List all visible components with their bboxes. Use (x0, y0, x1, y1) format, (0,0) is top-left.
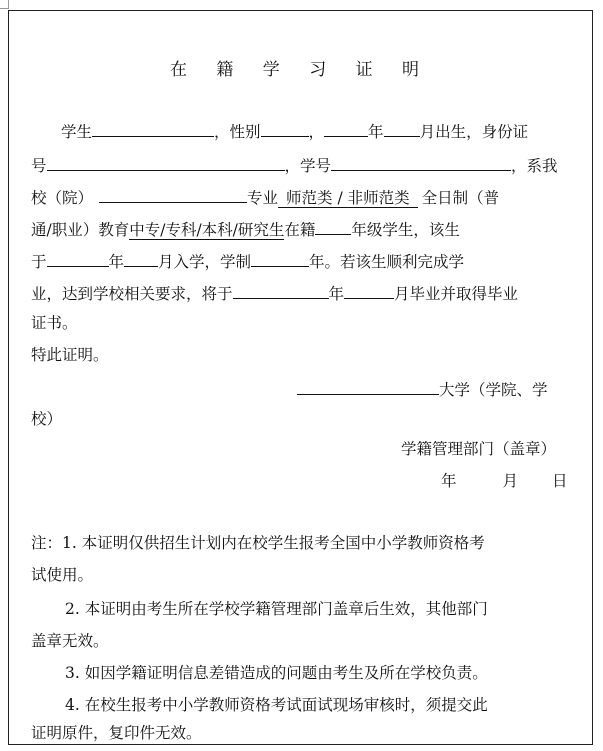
blank-gender[interactable] (261, 119, 309, 137)
blank-student-id[interactable] (331, 153, 511, 171)
label-at: 于 (31, 253, 47, 271)
blank-id-number[interactable] (47, 153, 285, 171)
label-gender: ，性别 (214, 123, 261, 141)
label-birth-id: 月出生，身份证 (419, 123, 529, 141)
label-complete: 年。若该生顺利完成学 (309, 253, 465, 271)
note-1-wrap (31, 565, 93, 585)
label-major: 专业 (247, 189, 279, 207)
certificate-frame (8, 10, 593, 745)
label-certificate: 证书。 (31, 314, 78, 332)
label-year: 年 (368, 123, 384, 141)
blank-school-name[interactable] (297, 377, 439, 395)
note-1-text-wrap: 试使用。 (31, 566, 94, 584)
label-student: 学生 (61, 123, 93, 141)
label-year: 年 (108, 253, 125, 271)
date-line (441, 469, 568, 491)
label-full-time: 全日制（普 (421, 189, 500, 207)
label-school-dept: 校（院） (31, 189, 94, 207)
note-4-text: 4. 在校生报考中小学教师资格考试面试现场审核时，须提交此 (65, 696, 488, 714)
note-1-text: 注：1. 本证明仅供招生计划内在校学生报考全国中小学教师资格考 (31, 534, 485, 552)
blank-duration[interactable] (251, 249, 309, 267)
date-day: 日 (552, 472, 568, 490)
blank-grad-year[interactable] (233, 281, 329, 299)
blank-grade[interactable] (315, 217, 351, 235)
label-comma: ， (308, 123, 325, 141)
blank-birth-month[interactable] (384, 119, 420, 137)
body-line-2 (31, 153, 558, 176)
note-2-wrap (31, 631, 109, 651)
corner-mark (0, 0, 9, 9)
blank-birth-year[interactable] (324, 119, 368, 137)
blank-major[interactable] (99, 185, 247, 203)
blank-entry-year[interactable] (47, 249, 109, 267)
label-grade-student: 年级学生，该生 (351, 221, 460, 239)
label-is-our: ，系我 (511, 157, 558, 175)
body-line-8 (31, 345, 109, 365)
note-4-wrap (31, 723, 202, 743)
body-line-3 (31, 185, 499, 208)
blank-grad-month[interactable] (344, 281, 394, 299)
blank-student-name[interactable] (92, 119, 214, 137)
note-2-text: 2. 本证明由考生所在学校学籍管理部门盖章后生效，其他部门 (65, 600, 488, 618)
body-line-7 (31, 313, 78, 333)
note-2 (65, 599, 488, 619)
normal-category-option[interactable]: 师范类 / 非师范类 (278, 189, 418, 208)
label-university: 大学（学院、学 (439, 381, 548, 399)
note-1 (31, 533, 485, 553)
date-year: 年 (441, 472, 457, 490)
note-3-text: 3. 如因学籍证明信息差错造成的问题由考生及所在学校负责。 (65, 664, 488, 682)
body-line-5 (31, 249, 464, 272)
blank-entry-month[interactable] (124, 249, 158, 267)
note-2-text-wrap: 盖章无效。 (31, 632, 109, 650)
note-4-text-wrap: 证明原件，复印件无效。 (31, 724, 202, 742)
body-line-6 (31, 281, 518, 304)
label-enrolled: 在籍 (284, 221, 316, 239)
note-3 (65, 663, 488, 683)
label-year: 年 (328, 285, 345, 303)
body-line-1 (61, 119, 528, 142)
body-line-4 (31, 217, 460, 240)
label-education: 通/职业）教育 (31, 221, 130, 239)
dept-stamp: 学籍管理部门（盖章） (401, 440, 557, 458)
hereby-certify: 特此证明。 (31, 346, 109, 364)
school-signature-line (297, 377, 548, 400)
date-month: 月 (502, 472, 519, 490)
school-wrap (31, 409, 62, 429)
education-level-option[interactable]: 中专/专科/本科/研究生 (129, 221, 285, 239)
label-entry-system: 月入学，学制 (158, 253, 252, 271)
label-student-id: ，学号 (284, 157, 332, 175)
label-number: 号 (31, 157, 47, 175)
certificate-title: 在 籍 学 习 证 明 (169, 60, 432, 80)
label-school-close: 校） (31, 410, 63, 428)
note-4 (65, 695, 488, 715)
label-graduate-on: 业，达到学校相关要求，将于 (31, 285, 233, 303)
label-graduate: 月毕业并取得毕业 (394, 285, 519, 303)
